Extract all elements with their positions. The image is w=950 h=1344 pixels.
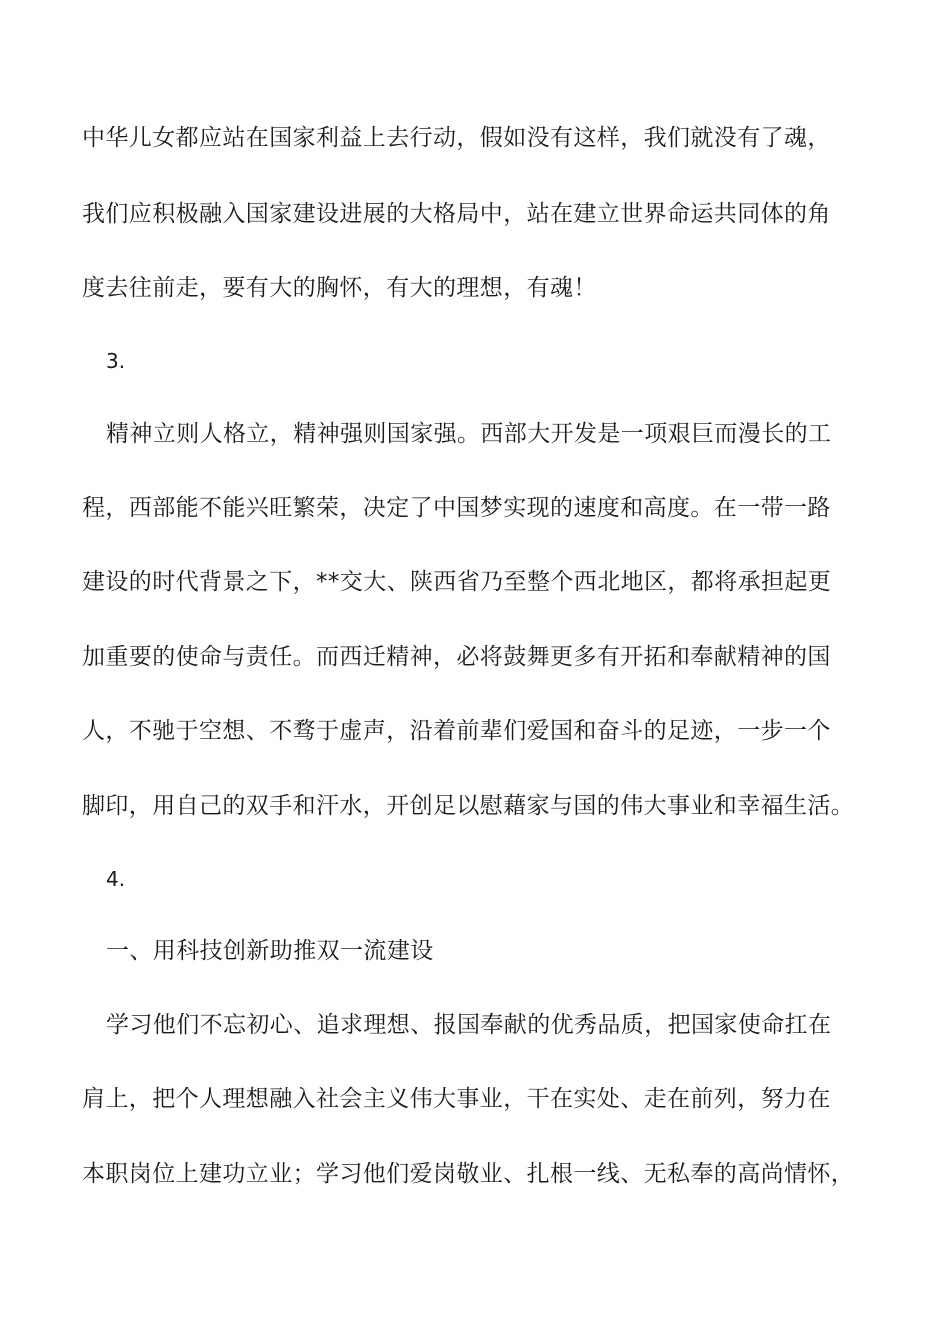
paragraph-line: 脚印，用自己的双手和汗水，开创足以慰藉家与国的伟大事业和幸福生活。 (82, 793, 855, 819)
paragraph-line: 肩上，把个人理想融入社会主义伟大事业，干在实处、走在前列，努力在 (82, 1086, 831, 1112)
section-number: 4. (106, 867, 126, 891)
paragraph-line: 我们应积极融入国家建设进展的大格局中，站在建立世界命运共同体的角 (82, 201, 831, 227)
paragraph-line: 本职岗位上建功立业；学习他们爱岗敬业、扎根一线、无私奉的高尚情怀， (82, 1161, 855, 1187)
paragraph-line: 加重要的使命与责任。而西迁精神，必将鼓舞更多有开拓和奉献精神的国 (82, 644, 831, 670)
paragraph-line: 人，不驰于空想、不骛于虚声，沿着前辈们爱国和奋斗的足迹，一步一个 (82, 718, 831, 744)
section-number: 3. (106, 349, 126, 373)
section-heading: 一、用科技创新助推双一流建设 (106, 938, 434, 964)
paragraph-line: 程，西部能不能兴旺繁荣，决定了中国梦实现的速度和高度。在一带一路 (82, 495, 831, 521)
paragraph-line: 中华儿女都应站在国家利益上去行动，假如没有这样，我们就没有了魂， (82, 125, 831, 151)
paragraph-line: 建设的时代背景之下，**交大、陕西省乃至整个西北地区，都将承担起更 (82, 569, 832, 595)
paragraph-line: 精神立则人格立，精神强则国家强。西部大开发是一项艰巨而漫长的工 (106, 421, 832, 447)
paragraph-line: 度去往前走，要有大的胸怀，有大的理想，有魂！ (82, 275, 597, 301)
paragraph-line: 学习他们不忘初心、追求理想、报国奉献的优秀品质，把国家使命扛在 (106, 1012, 832, 1038)
